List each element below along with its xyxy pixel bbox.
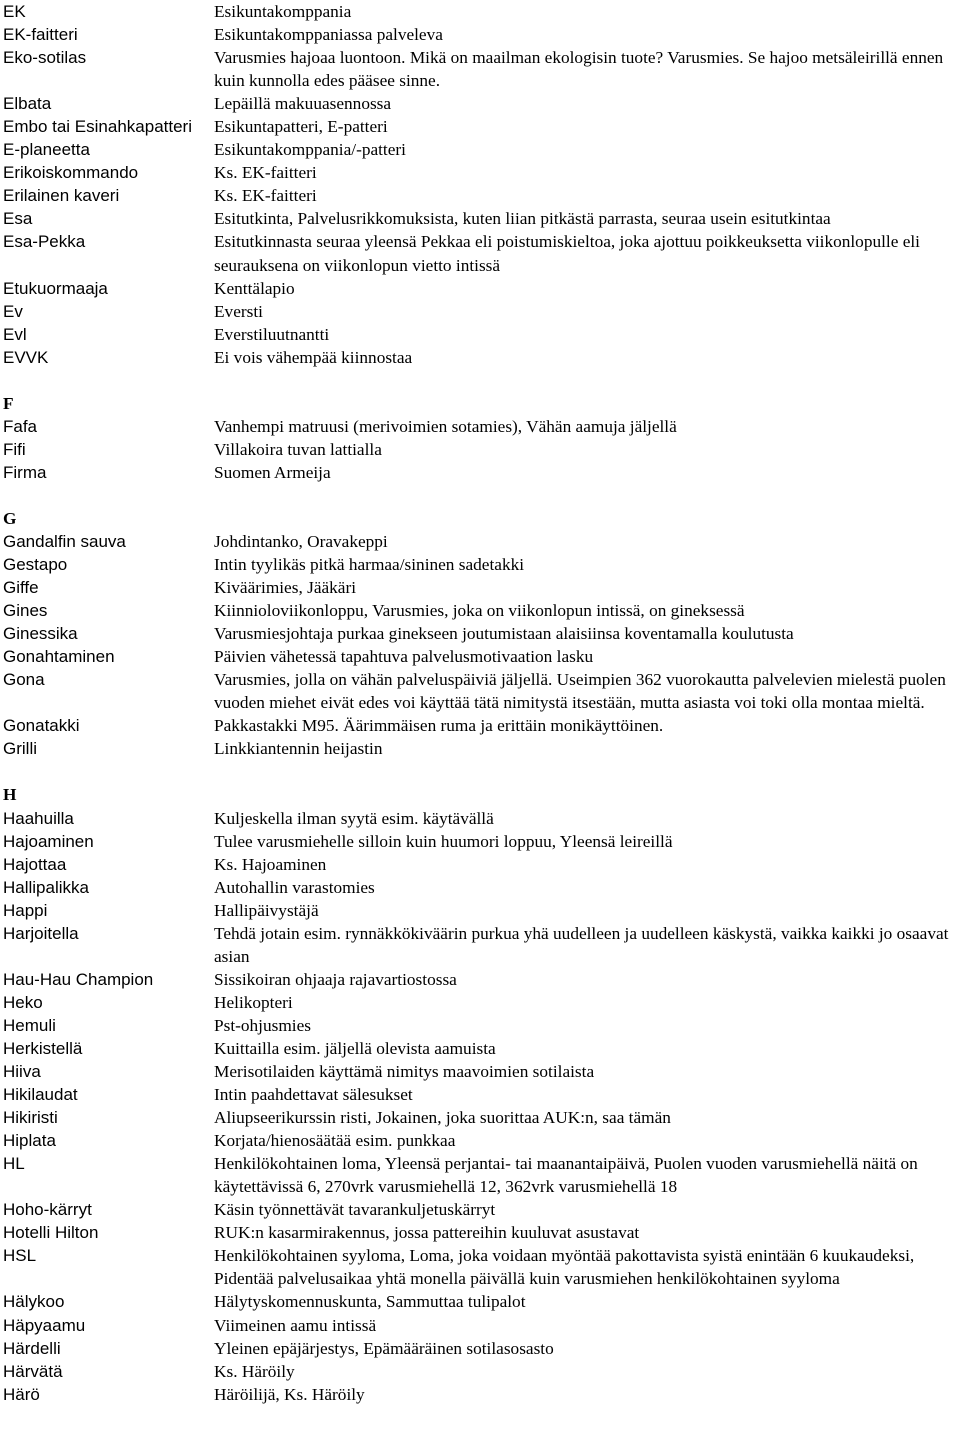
entry-definition: Suomen Armeija xyxy=(214,462,331,482)
glossary-entry xyxy=(3,161,960,184)
glossary-entry xyxy=(3,438,960,461)
entry-definition: Aliupseerikurssin risti, Jokainen, joka suorittaa AUK:n, saa tämän xyxy=(214,1108,671,1128)
glossary-entry xyxy=(3,300,960,323)
glossary-entry xyxy=(3,92,960,115)
entry-definition: Autohallin varastomies xyxy=(214,877,375,897)
entry-term: Ginessika xyxy=(3,624,78,644)
glossary-entry xyxy=(3,737,960,760)
glossary-entry xyxy=(3,668,960,714)
glossary-entry xyxy=(3,115,960,138)
entry-definition: Esitutkinnasta seuraa yleensä Pekkaa eli poistumiskieltoa, joka ajottuu poikkeuksetta viikonlopulle eli seurauksena on viikonlopun vietto intissä xyxy=(214,232,920,275)
glossary-entry xyxy=(3,323,960,346)
glossary-entry xyxy=(3,1244,960,1290)
entry-definition: Kiväärimies, Jääkäri xyxy=(214,578,357,598)
glossary-entry xyxy=(3,576,960,599)
entry-definition: Pst-ohjusmies xyxy=(214,1015,311,1035)
glossary-entry xyxy=(3,553,960,576)
glossary-entry xyxy=(3,1290,960,1313)
entry-term: EK-faitteri xyxy=(3,25,78,45)
glossary-entry xyxy=(3,461,960,484)
glossary-entry xyxy=(3,1198,960,1221)
entry-definition: Villakoira tuvan lattialla xyxy=(214,439,382,459)
entry-term: E-planeetta xyxy=(3,140,90,160)
entry-term: Härö xyxy=(3,1384,40,1404)
entry-term: Gestapo xyxy=(3,555,68,575)
glossary-entry xyxy=(3,807,960,830)
entry-term: Evl xyxy=(3,324,27,344)
spacer-cell xyxy=(3,369,960,392)
entry-term: Häpyaamu xyxy=(3,1315,86,1335)
entry-definition: Everstiluutnantti xyxy=(214,324,330,344)
entry-term: Hotelli Hilton xyxy=(3,1223,99,1243)
entry-term: Härvätä xyxy=(3,1361,63,1381)
entry-term: Hajottaa xyxy=(3,854,67,874)
entry-definition: Ei vois vähempää kiinnostaa xyxy=(214,347,413,367)
glossary-entry xyxy=(3,277,960,300)
glossary-entry xyxy=(3,1152,960,1198)
glossary-entry xyxy=(3,714,960,737)
entry-definition: Esikuntakomppania/-patteri xyxy=(214,140,406,160)
entry-definition: Päivien vähetessä tapahtuva palvelusmotivaation lasku xyxy=(214,647,594,667)
glossary-entry xyxy=(3,876,960,899)
glossary-entry xyxy=(3,622,960,645)
entry-definition: Tehdä jotain esim. rynnäkkökiväärin purkua yhä uudelleen ja uudelleen käskystä, vaikka kaikki jo osaavat asian xyxy=(214,923,949,966)
entry-term: Hemuli xyxy=(3,1015,56,1035)
entry-definition: Henkilökohtainen syyloma, Loma, joka voidaan myöntää pakottavista syistä enintään 6 kuukaudeksi, Pidentää palvelusaikaa yhtä monella päivällä kuin varusmiehen henkilökohtainen syyloma xyxy=(214,1246,915,1289)
section-letter: H xyxy=(3,785,17,805)
entry-term: Hiplata xyxy=(3,1131,56,1151)
entry-definition: Häröilijä, Ks. Häröily xyxy=(214,1384,365,1404)
section-heading-row xyxy=(3,392,960,415)
glossary-entry xyxy=(3,23,960,46)
entry-definition: Kuljeskella ilman syytä esim. käytävällä xyxy=(214,808,494,828)
entry-term: Eko-sotilas xyxy=(3,48,87,68)
entry-term: Hallipalikka xyxy=(3,877,89,897)
glossary-entry xyxy=(3,207,960,230)
entry-definition: Kuittailla esim. jäljellä olevista aamuista xyxy=(214,1038,496,1058)
glossary-entry xyxy=(3,530,960,553)
glossary-entry xyxy=(3,415,960,438)
glossary-entry xyxy=(3,1037,960,1060)
glossary-entry xyxy=(3,1106,960,1129)
glossary-entry xyxy=(3,1337,960,1360)
glossary-entry xyxy=(3,853,960,876)
entry-term: Gonahtaminen xyxy=(3,647,115,667)
glossary-entry xyxy=(3,899,960,922)
entry-definition: Johdintanko, Oravakeppi xyxy=(214,531,388,551)
section-spacer xyxy=(3,484,960,507)
entry-term: Esa-Pekka xyxy=(3,232,86,252)
entry-definition: Ks. EK-faitteri xyxy=(214,186,317,206)
entry-term: EVVK xyxy=(3,347,49,367)
entry-definition: Tulee varusmiehelle silloin kuin huumori loppuu, Yleensä leireillä xyxy=(214,831,673,851)
section-heading-row xyxy=(3,507,960,530)
glossary-entry xyxy=(3,922,960,968)
glossary-entry xyxy=(3,1383,960,1406)
entry-definition: Intin tyylikäs pitkä harmaa/sininen sadetakki xyxy=(214,555,525,575)
entry-term: Elbata xyxy=(3,94,52,114)
entry-term: Gines xyxy=(3,601,48,621)
entry-definition: Ks. Hajoaminen xyxy=(214,854,327,874)
entry-term: Hajoaminen xyxy=(3,831,94,851)
entry-definition: Henkilökohtainen loma, Yleensä perjantai- tai maanantaipäivä, Puolen vuoden varusmiehellä näitä on käytettävissä 6, 270vrk varusmiehellä 12, 362vrk varusmiehellä 18 xyxy=(214,1154,918,1197)
entry-term: Gandalfin sauva xyxy=(3,531,126,551)
entry-term: Heko xyxy=(3,992,43,1012)
entry-definition: Ks. EK-faitteri xyxy=(214,163,317,183)
entry-term: Harjoitella xyxy=(3,923,79,943)
entry-definition: Lepäillä makuuasennossa xyxy=(214,94,392,114)
entry-definition: Viimeinen aamu intissä xyxy=(214,1315,377,1335)
entry-term: Grilli xyxy=(3,739,37,759)
entry-term: Esa xyxy=(3,209,33,229)
entry-definition: RUK:n kasarmirakennus, jossa pattereihin kuuluvat asustavat xyxy=(214,1223,640,1243)
section-spacer xyxy=(3,369,960,392)
glossary-entry xyxy=(3,1060,960,1083)
entry-definition: Korjata/hienosäätää esim. punkkaa xyxy=(214,1131,456,1151)
entry-definition: Pakkastakki M95. Äärimmäisen ruma ja erittäin monikäyttöinen. xyxy=(214,716,664,736)
entry-term: Ev xyxy=(3,301,23,321)
entry-definition: Intin paahdettavat sälesukset xyxy=(214,1085,413,1105)
entry-term: Hikilaudat xyxy=(3,1085,78,1105)
entry-term: HL xyxy=(3,1154,25,1174)
spacer-cell xyxy=(3,760,960,783)
entry-term: Firma xyxy=(3,462,47,482)
entry-term: Happi xyxy=(3,900,48,920)
entry-term: HSL xyxy=(3,1246,37,1266)
entry-term: Hikiristi xyxy=(3,1108,58,1128)
entry-definition: Varusmies hajoaa luontoon. Mikä on maailman ekologisin tuote? Varusmies. Se hajoo metsäleirillä ennen kuin kunnolla edes pääsee sinne. xyxy=(214,48,944,91)
entry-term: Hoho-kärryt xyxy=(3,1200,92,1220)
entry-definition: Helikopteri xyxy=(214,992,293,1012)
entry-term: Etukuormaaja xyxy=(3,278,108,298)
glossary-entry xyxy=(3,645,960,668)
glossary-entry xyxy=(3,1360,960,1383)
entry-definition: Vanhempi matruusi (merivoimien sotamies), Vähän aamuja jäljellä xyxy=(214,416,677,436)
entry-term: Gonatakki xyxy=(3,716,80,736)
glossary-table xyxy=(3,0,960,1406)
entry-term: EK xyxy=(3,2,26,21)
entry-definition: Merisotilaiden käyttämä nimitys maavoimien sotilaista xyxy=(214,1062,595,1082)
entry-definition: Esikuntapatteri, E-patteri xyxy=(214,117,388,137)
glossary-entry xyxy=(3,184,960,207)
entry-term: Embo tai Esinahkapatteri xyxy=(3,117,192,137)
glossary-entry xyxy=(3,1014,960,1037)
glossary-entry xyxy=(3,230,960,276)
entry-definition: Eversti xyxy=(214,301,263,321)
entry-term: Härdelli xyxy=(3,1338,61,1358)
section-letter: F xyxy=(3,393,14,413)
glossary-entry xyxy=(3,968,960,991)
entry-definition: Hallipäivystäjä xyxy=(214,900,319,920)
entry-term: Gona xyxy=(3,670,45,690)
entry-definition: Yleinen epäjärjestys, Epämääräinen sotilasosasto xyxy=(214,1338,554,1358)
entry-definition: Sissikoiran ohjaaja rajavartiostossa xyxy=(214,969,457,989)
entry-term: Haahuilla xyxy=(3,808,74,828)
entry-definition: Varusmiesjohtaja purkaa ginekseen joutumistaan alaisiinsa koventamalla koulutusta xyxy=(214,624,794,644)
entry-term: Herkistellä xyxy=(3,1038,83,1058)
entry-definition: Esikuntakomppaniassa palveleva xyxy=(214,25,443,45)
entry-term: Erikoiskommando xyxy=(3,163,139,183)
glossary-entry xyxy=(3,830,960,853)
entry-term: Giffe xyxy=(3,578,39,598)
entry-term: Hälykoo xyxy=(3,1292,65,1312)
glossary-entry xyxy=(3,1129,960,1152)
glossary-entry xyxy=(3,1083,960,1106)
glossary-entry xyxy=(3,346,960,369)
glossary-entry xyxy=(3,1314,960,1337)
entry-definition: Käsin työnnettävät tavarankuljetuskärryt xyxy=(214,1200,496,1220)
entry-term: Hiiva xyxy=(3,1062,41,1082)
section-spacer xyxy=(3,760,960,783)
section-heading-row xyxy=(3,783,960,806)
entry-definition: Esikuntakomppania xyxy=(214,2,352,21)
glossary-entry xyxy=(3,1221,960,1244)
entry-definition: Hälytyskomennuskunta, Sammuttaa tulipalot xyxy=(214,1292,526,1312)
glossary-entry xyxy=(3,138,960,161)
entry-term: Erilainen kaveri xyxy=(3,186,120,206)
entry-definition: Varusmies, jolla on vähän palveluspäiviä jäljellä. Useimpien 362 vuorokautta palvelevien mielestä puolen vuoden miehet eivät edes voi käyttää tätä nimitystä itsestään, mutta asiasta voi toki olla montaa mieltä. xyxy=(214,670,946,713)
entry-definition: Kenttälapio xyxy=(214,278,295,298)
entry-term: Fifi xyxy=(3,439,26,459)
spacer-cell xyxy=(3,484,960,507)
entry-term: Fafa xyxy=(3,416,38,436)
section-letter: G xyxy=(3,508,17,528)
entry-definition: Esitutkinta, Palvelusrikkomuksista, kuten liian pitkästä parrasta, seuraa usein esitutkintaa xyxy=(214,209,831,229)
glossary-body xyxy=(3,0,960,1406)
entry-definition: Kiinnioloviikonloppu, Varusmies, joka on viikonlopun intissä, on gineksessä xyxy=(214,601,745,621)
entry-term: Hau-Hau Champion xyxy=(3,969,154,989)
glossary-entry xyxy=(3,0,960,23)
entry-definition: Ks. Häröily xyxy=(214,1361,295,1381)
glossary-entry xyxy=(3,599,960,622)
entry-definition: Linkkiantennin heijastin xyxy=(214,739,383,759)
glossary-entry xyxy=(3,46,960,92)
glossary-entry xyxy=(3,991,960,1014)
